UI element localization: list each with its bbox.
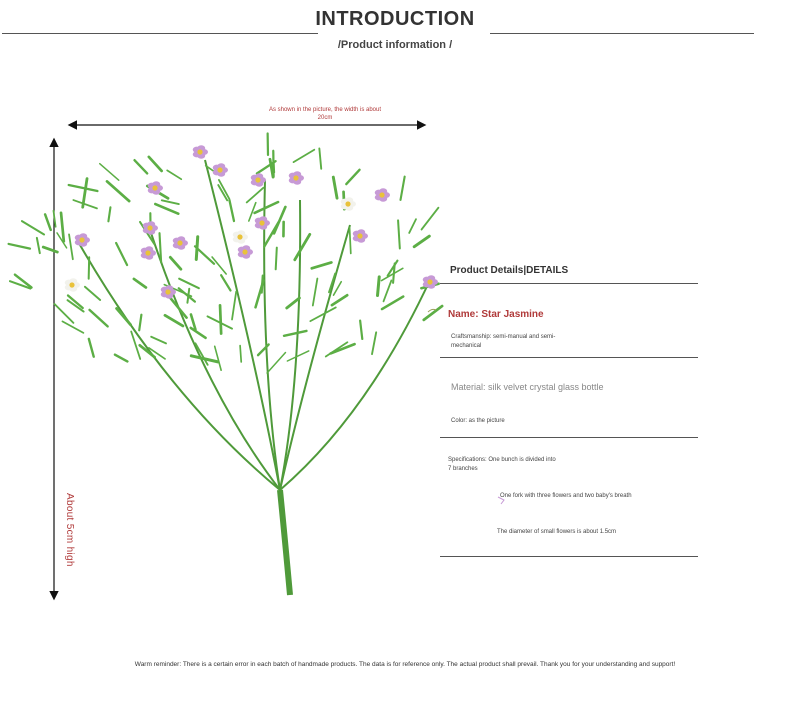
flower [375,188,390,202]
leaf [108,207,110,221]
details-rule-3 [440,437,698,438]
fork-note: One fork with three flowers and two baby's breath [500,493,632,499]
leaf [151,337,166,344]
leaf [384,280,392,301]
flower [75,233,90,247]
details-heading: Product Details|DETAILS [450,265,569,276]
flower [173,236,188,250]
flower [233,230,248,244]
leaf [134,279,146,288]
leaf [115,355,127,362]
leaf [319,148,321,168]
leaf [100,164,119,180]
leaf [61,213,64,241]
warm-reminder: Warm reminder: There is a certain error in each batch of handmade products. The data is for reference only. The actual product shall prevail. Thank you for your understanding and support! [134,661,676,668]
leaf [255,202,279,213]
leaf [37,238,40,253]
leaf [276,248,277,270]
leaf [89,339,94,357]
leaf [9,244,30,249]
flower [141,246,156,260]
leaf [43,247,57,252]
leaf [165,315,183,326]
flower [251,173,266,187]
flower [238,245,253,259]
leaf [312,262,332,268]
leaf [116,243,127,265]
flower [213,163,228,177]
craftsmanship-text: Craftsmanship: semi-manual and semi-mechanical [451,334,556,349]
leaf [378,277,380,296]
plant-stem [80,245,280,490]
flower [289,171,304,185]
diameter-note: The diameter of small flowers is about 1.5cm [497,529,617,535]
leaf [409,219,416,233]
details-rule-2 [440,357,698,358]
leaf [262,276,263,293]
leaf [90,310,108,327]
leaf [398,220,400,248]
leaf [294,150,315,162]
leaf [424,306,442,320]
plant-stem [280,225,350,490]
leaf [57,233,67,248]
specifications-text: Specifications: One bunch is divided into 7 branches [448,457,556,472]
leaf [360,321,362,339]
leaf [179,279,199,288]
leaf [167,170,181,179]
leaf [85,287,100,300]
leaf [267,352,285,373]
leaf [135,160,148,173]
plant-stem [280,280,430,490]
leaf [139,315,141,331]
leaf [45,214,51,229]
leaf [247,188,264,203]
flower [193,145,208,159]
leaf [212,257,226,274]
color-text: Color: as the picture [451,418,505,424]
details-rule-1 [440,283,698,284]
leaf [333,177,337,198]
flower [423,275,438,289]
leaf [169,296,187,318]
leaf [73,200,97,208]
width-note: As shown in the picture, the width is about 20cm [268,107,382,121]
flower [143,221,158,235]
plant-trunk [280,490,290,595]
height-note: About 5cm high [64,493,75,567]
leaf [400,177,404,200]
product-name: Name: Star Jasmine [448,309,544,320]
leaf [170,257,181,269]
leaf [346,170,359,184]
flower [65,278,80,292]
leaf [287,298,300,308]
plant-flowers [65,145,438,299]
flower [341,197,356,211]
flower [353,229,368,243]
leaf [89,257,90,278]
leaf [229,200,234,221]
leaf [287,351,308,361]
leaf [313,279,318,306]
page-title: INTRODUCTION [315,8,475,30]
leaf [191,328,206,338]
leaf [332,295,347,305]
leaf [22,221,44,234]
leaf [215,346,221,370]
leaf [162,200,179,204]
leaf [155,204,178,214]
flower [255,216,270,230]
leaf [55,304,74,323]
leaf [117,308,131,324]
leaf [240,346,241,362]
leaf [414,236,429,247]
material-text: Material: silk velvet crystal glass bottle [451,382,604,392]
leaf [69,185,98,191]
leaf [295,234,310,259]
details-rule-4 [440,556,698,557]
leaf [69,234,73,259]
leaf [232,291,236,319]
leaf [350,228,351,254]
leaf [107,181,129,201]
leaf [422,208,439,230]
page-subtitle: /Product information / [337,39,453,51]
plant-stem [205,160,280,490]
leaf [221,275,230,290]
leaf [220,305,221,333]
leaf [149,157,162,171]
leaf [284,331,306,336]
leaf [372,332,376,354]
leaf [334,282,342,295]
